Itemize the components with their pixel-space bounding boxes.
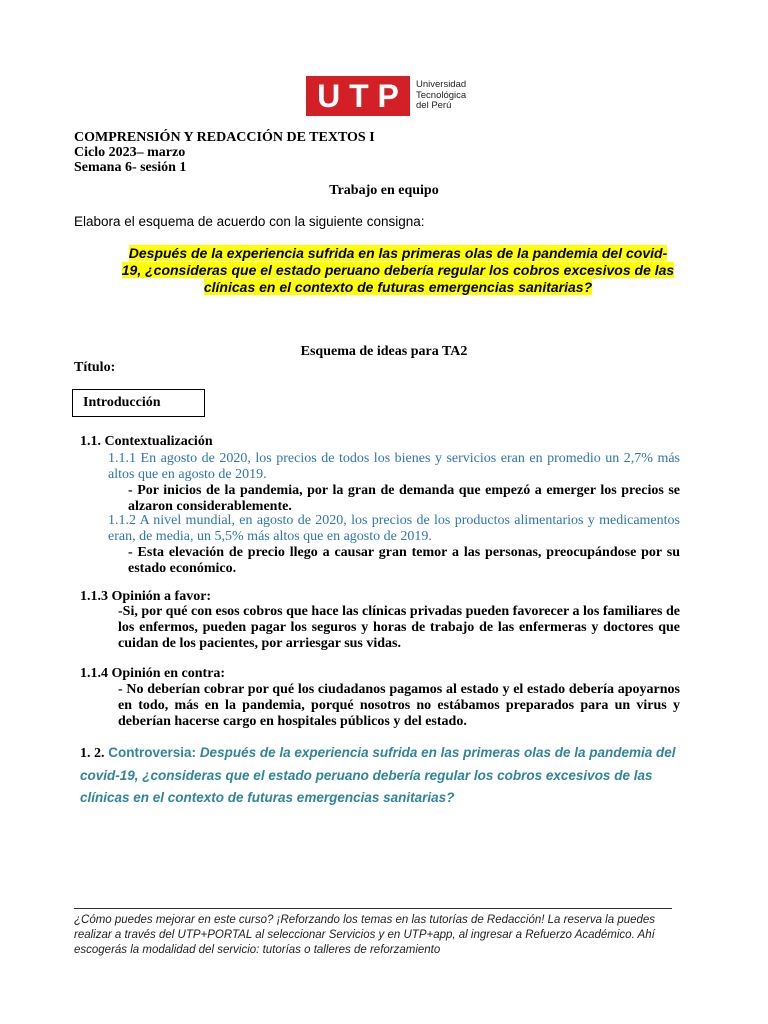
controversy — [80, 742, 686, 809]
context-item-2-note: - Esta elevación de precio llego a causar gran temor a las personas, preocupándose por su estado económico. — [128, 545, 680, 576]
footer-divider — [74, 908, 672, 909]
footer-note: ¿Cómo puedes mejorar en este curso? ¡Reforzando los temas en las tutorías de Redacción! La reserva la puedes realizar a través del UTP+PORTAL al seleccionar Servicios y en UTP+app, al ingresar a Refuerzo Académico. Ahí escogerás la modalidad del servicio: tutorías o talleres de reforzamiento — [74, 914, 656, 956]
opinion-favor-text: -Si, por qué con esos cobros que hace las clínicas privadas pueden favorecer a los familiares de los enfermos, pueden pagar los seguros y horas de trabajo de las enfermeras y doctores que cuidan de los pacientes, por arriesgar sus vidas. — [118, 604, 680, 651]
utp-logo-letters: U T P — [317, 78, 399, 114]
prompt-highlight — [120, 245, 676, 296]
context-item-2-num: 1.1.2 — [108, 513, 136, 528]
contextualization-heading: 1.1. Contextualización — [80, 434, 213, 449]
cycle: Ciclo 2023– marzo — [74, 145, 186, 160]
opinion-contra-heading: 1.1.4 Opinión en contra: — [80, 666, 226, 681]
utp-logo — [306, 76, 472, 116]
context-item-1-note: - Por inicios de la pandemia, por la gran de demanda que empezó a emerger los precios se alzaron considerablemente. — [128, 483, 680, 514]
logo-line-3: del Perú — [416, 100, 452, 112]
prompt-text: Después de la experiencia sufrida en las primeras olas de la pandemia del covid-19, ¿consideras que el estado peruano debería regular los cobros excesivos de las clínicas en el contexto de futuras emergencias sanitarias? — [121, 245, 675, 295]
work-type: Trabajo en equipo — [329, 183, 439, 198]
utp-logo-text — [416, 80, 466, 112]
title-label: Título: — [74, 360, 116, 375]
controversy-text: Después de la experiencia sufrida en las primeras olas de la pandemia del covid-19, ¿consideras que el estado peruano debería regular los cobros excesivos de las clínicas en el contexto de futuras emergencias sanitarias? — [80, 745, 676, 805]
controversy-label: Controversia: — [108, 745, 197, 760]
week-session: Semana 6- sesión 1 — [74, 160, 187, 175]
context-item-1 — [108, 451, 680, 515]
context-item-2 — [108, 513, 680, 577]
context-item-1-text: En agosto de 2020, los precios de todos los bienes y servicios eran en promedio un 2,7% más altos que en agosto de 2019. — [108, 451, 681, 482]
context-item-1-num: 1.1.1 — [108, 451, 136, 466]
logo-line-1: Universidad — [416, 79, 467, 91]
instruction: Elabora el esquema de acuerdo con la siguiente consigna: — [74, 214, 425, 229]
logo-line-2: Tecnológica — [416, 89, 467, 101]
context-item-2-text: A nivel mundial, en agosto de 2020, los precios de los productos alimentarios y medicamentos eran, de media, un 5,5% más altos que en agosto de 2019. — [108, 513, 680, 544]
course-title: COMPRENSIÓN Y REDACCIÓN DE TEXTOS I — [74, 130, 375, 145]
introduction-box: Introducción — [72, 389, 205, 417]
opinion-favor-heading: 1.1.3 Opinión a favor: — [80, 589, 212, 604]
utp-logo-mark — [306, 76, 410, 116]
opinion-contra-text: - No deberían cobrar por qué los ciudadanos pagamos al estado y el estado debería apoyarnos en todo, más en la pandemia, porqué nosotros no estábamos preparados para un virus y deberían hacerse cargo en hospitales públicos y del estado. — [118, 682, 680, 729]
document-header — [74, 130, 375, 175]
scheme-title: Esquema de ideas para TA2 — [300, 344, 468, 359]
controversy-num: 1. 2. — [80, 746, 105, 761]
